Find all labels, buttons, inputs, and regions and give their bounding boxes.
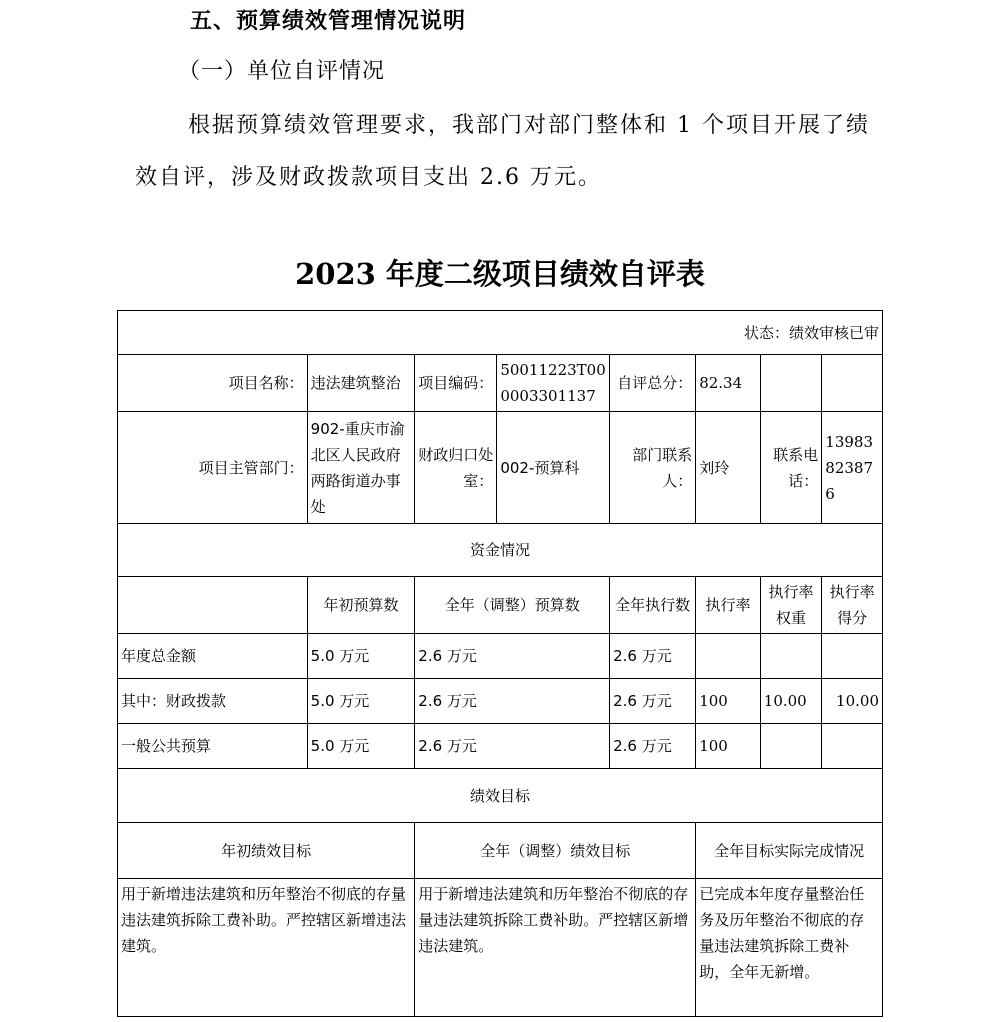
score-cell xyxy=(822,634,883,679)
contact-value: 刘玲 xyxy=(696,412,761,524)
table-row xyxy=(118,634,883,679)
funds-header-blank xyxy=(118,577,308,634)
weight-cell xyxy=(760,724,822,769)
goal-actual-text: 已完成本年度存量整治任务及历年整治不彻底的存量违法建筑拆除工费补助，全年无新增。 xyxy=(696,879,883,1017)
goal-initial-text: 用于新增违法建筑和历年整治不彻底的存量违法建筑拆除工费补助。严控辖区新增违法建筑。 xyxy=(118,879,415,1017)
contact-label: 部门联系人： xyxy=(610,412,696,524)
empty-cell xyxy=(822,355,883,412)
finance-office-label: 财政归口处室： xyxy=(415,412,497,524)
adjusted-cell: 2.6 万元 xyxy=(415,724,610,769)
funds-section-header: 资金情况 xyxy=(118,524,883,577)
row-label: 一般公共预算 xyxy=(118,724,308,769)
self-evaluation-table xyxy=(117,310,883,1017)
initial-cell: 5.0 万元 xyxy=(307,724,415,769)
finance-office-value: 002-预算科 xyxy=(497,412,610,524)
funds-header-executed: 全年执行数 xyxy=(610,577,696,634)
dept-label: 项目主管部门： xyxy=(118,412,308,524)
status-cell: 状态：绩效审核已审 xyxy=(118,311,883,355)
section-heading: 五、预算绩效管理情况说明 xyxy=(190,8,467,34)
row-label: 年度总金额 xyxy=(118,634,308,679)
dept-value: 902-重庆市渝北区人民政府两路街道办事处 xyxy=(307,412,415,524)
funds-header-adjusted: 全年（调整）预算数 xyxy=(415,577,610,634)
score-value: 82.34 xyxy=(696,355,761,412)
goal-adjusted-text: 用于新增违法建筑和历年整治不彻底的存量违法建筑拆除工费补助。严控辖区新增违法建筑。 xyxy=(415,879,696,1017)
score-label: 自评总分： xyxy=(610,355,696,412)
initial-cell: 5.0 万元 xyxy=(307,679,415,724)
adjusted-cell: 2.6 万元 xyxy=(415,634,610,679)
table-row xyxy=(118,724,883,769)
score-cell xyxy=(822,724,883,769)
rate-cell: 100 xyxy=(696,679,761,724)
initial-cell: 5.0 万元 xyxy=(307,634,415,679)
executed-cell: 2.6 万元 xyxy=(610,724,696,769)
empty-cell xyxy=(760,355,822,412)
goals-section-header: 绩效目标 xyxy=(118,769,883,823)
table-title: 2023 年度二级项目绩效自评表 xyxy=(295,257,705,291)
table-row xyxy=(118,679,883,724)
weight-cell xyxy=(760,634,822,679)
rate-cell: 100 xyxy=(696,724,761,769)
funds-header-rate: 执行率 xyxy=(696,577,761,634)
executed-cell: 2.6 万元 xyxy=(610,634,696,679)
goals-header-adjusted: 全年（调整）绩效目标 xyxy=(415,823,696,879)
goals-header-actual: 全年目标实际完成情况 xyxy=(696,823,883,879)
project-code-value: 50011223T000003301137 xyxy=(497,355,610,412)
funds-header-initial: 年初预算数 xyxy=(307,577,415,634)
rate-cell xyxy=(696,634,761,679)
row-label: 其中：财政拨款 xyxy=(118,679,308,724)
adjusted-cell: 2.6 万元 xyxy=(415,679,610,724)
project-name-label: 项目名称： xyxy=(118,355,308,412)
project-name-value: 违法建筑整治 xyxy=(307,355,415,412)
funds-header-weight: 执行率权重 xyxy=(760,577,822,634)
phone-value: 13983823876 xyxy=(822,412,883,524)
project-code-label: 项目编码： xyxy=(415,355,497,412)
funds-header-score: 执行率得分 xyxy=(822,577,883,634)
phone-label: 联系电话： xyxy=(760,412,822,524)
intro-paragraph: 根据预算绩效管理要求，我部门对部门整体和 1 个项目开展了绩效自评，涉及财政拨款项目支出 2.6 万元。 xyxy=(135,113,870,190)
goals-header-initial: 年初绩效目标 xyxy=(118,823,415,879)
weight-cell: 10.00 xyxy=(760,679,822,724)
sub-heading: （一）单位自评情况 xyxy=(178,59,386,84)
executed-cell: 2.6 万元 xyxy=(610,679,696,724)
score-cell: 10.00 xyxy=(822,679,883,724)
